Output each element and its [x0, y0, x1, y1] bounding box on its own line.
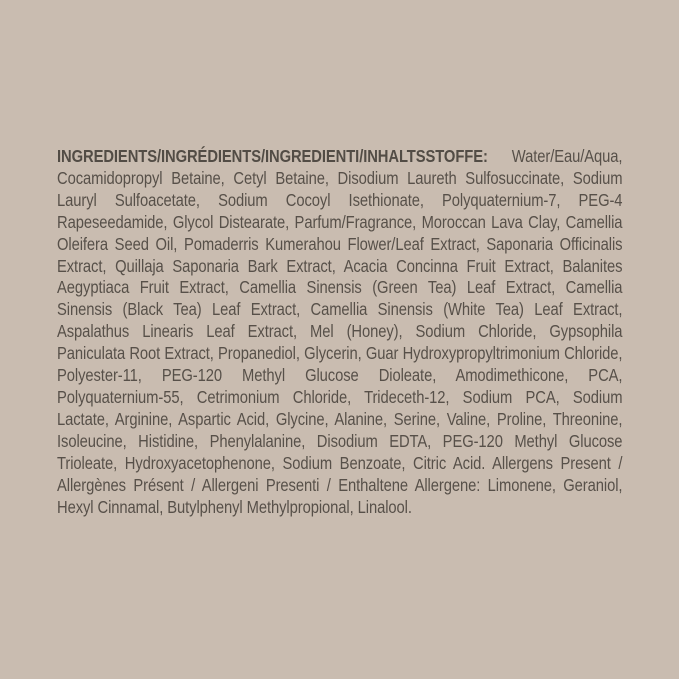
ingredients-paragraph	[57, 146, 622, 518]
ingredients-body-text: Water/Eau/Aqua, Cocamidopropyl Betaine, Cetyl Betaine, Disodium Laureth Sulfosuccinate, Sodium Lauryl Sulfoacetate, Sodium Cocoyl Isethionate, Polyquaternium-7, PEG-4 Rapeseedamide, Glycol Distearate, Parfum/Fragrance, Moroccan Lava Clay, Camellia Oleifera Seed Oil, Pomaderris Kumerahou Flower/Leaf Extract, Saponaria Officinalis Extract, Quillaja Saponaria Bark Extract, Acacia Concinna Fruit Extract, Balanites Aegyptiaca Fruit Extract, Camellia Sinensis (Green Tea) Leaf Extract, Camellia Sinensis (Black Tea) Leaf Extract, Camellia Sinensis (White Tea) Leaf Extract, Aspalathus Linearis Leaf Extract, Mel (Honey), Sodium Chloride, Gypsophila Paniculata Root Extract, Propanediol, Glycerin, Guar Hydroxypropyltrimonium Chloride, Polyester-11, PEG-120 Methyl Glucose Dioleate, Amodimethicone, PCA, Polyquaternium-55, Cetrimonium Chloride, Trideceth-12, Sodium PCA, Sodium Lactate, Arginine, Aspartic Acid, Glycine, Alanine, Serine, Valine, Proline, Threonine, Isoleucine, Histidine, Phenylalanine, Disodium EDTA, PEG-120 Methyl Glucose Trioleate, Hydroxyacetophenone, Sodium Benzoate, Citric Acid. Allergens Present / Allergènes Présent / Allergeni Presenti / Enthaltene Allergene: Limonene, Geraniol, Hexyl Cinnamal, Butylphenyl Methylpropional, Linalool.	[57, 146, 623, 517]
ingredients-label	[57, 146, 622, 518]
ingredients-heading: INGREDIENTS/INGRÉDIENTS/INGREDIENTI/INHALTSSTOFFE:	[57, 146, 488, 166]
